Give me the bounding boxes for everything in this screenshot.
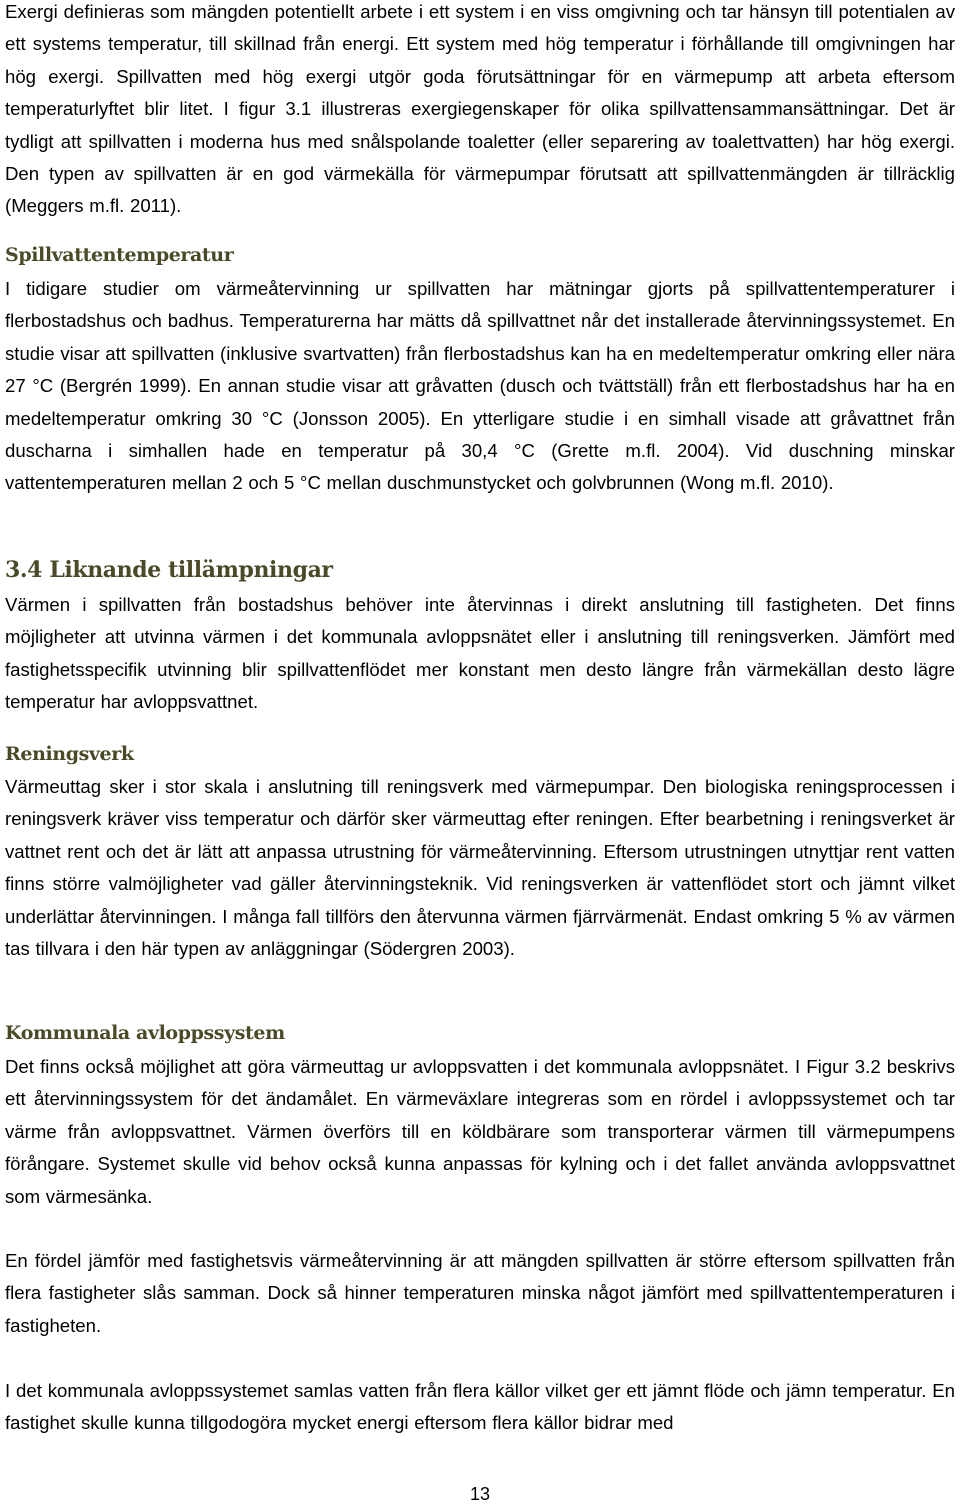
paragraph-kommunala-flode: I det kommunala avloppssystemet samlas vatten från flera källor vilket ger ett jämnt flöde och jämn temperatur. En fastighet skulle kunna tillgodogöra mycket energi eftersom flera källor bidrar med (5, 1380, 955, 1434)
paragraph-kommunala-avloppssystem: Det finns också möjlighet att göra värmeuttag ur avloppsvatten i det kommunala avloppsnätet. I Figur 3.2 beskrivs ett återvinningssystem för det ändamålet. En värmeväxlare integreras som en rördel i avloppssystemet och tar värme från avloppsvattnet. Värmen överförs till en köldbärare som transporterar värmen till värmepumpens förångare. Systemet skulle vid behov också kunna anpassas för kylning och i det fallet använda avloppsvattnet som värmesänka. (5, 1056, 955, 1207)
paragraph-reningsverk: Värmeuttag sker i stor skala i anslutning till reningsverk med värmepumpar. Den biologiska reningsprocessen i reningsverk kräver viss temperatur och därför sker värmeuttag efter reningen. Efter bearbetning i reningsverket är vattnet rent och det är lätt att anpassa utrustning för värmeåtervinning. Eftersom utrustningen utnyttjar rent vatten finns större valmöjligheter vad gäller återvinningsteknik. Vid reningsverken är vattenflödet stort och jämnt vilket underlättar återvinningen. I många fall tillförs den återvunna värmen fjärrvärmenät. Endast omkring 5 % av värmen tas tillvara i den här typen av anläggningar (Södergren 2003). (5, 776, 955, 960)
heading-kommunala-avloppssystem: Kommunala avloppssystem (5, 1022, 285, 1044)
paragraph-exergi: Exergi definieras som mängden potentiellt arbete i ett system i en viss omgivning och tar hänsyn till potentialen av ett systems temperatur, till skillnad från energi. Ett system med hög temperatur i förhållande till omgivningen har hög exergi. Spillvatten med hög exergi utgör goda förutsättningar för en värmepump att arbeta eftersom temperaturlyftet blir litet. I figur 3.1 illustreras exergiegenskaper för olika spillvattensammansättningar. Det är tydligt att spillvatten i moderna hus med snålspolande toaletter (eller separering av toalettvatten) har hög exergi. Den typen av spillvatten är en god värmekälla för värmepumpar förutsatt att spillvattenmängden är tillräcklig (Meggers m.fl. 2011). (5, 1, 955, 217)
page-number: 13 (469, 1484, 491, 1504)
heading-spillvattentemperatur: Spillvattentemperatur (5, 244, 234, 266)
paragraph-liknande-tillampningar: Värmen i spillvatten från bostadshus behöver inte återvinnas i direkt anslutning till fastigheten. Det finns möjligheter att utvinna värmen i det kommunala avloppsnätet eller i anslutning till reningsverken. Jämfört med fastighetsspecifik utvinning blir spillvattenflödet mer konstant men desto längre från värmekällan desto lägre temperatur har avloppsvattnet. (5, 594, 955, 713)
paragraph-spillvattentemperatur: I tidigare studier om värmeåtervinning ur spillvatten har mätningar gjorts på spillvattentemperaturer i flerbostadshus och badhus. Temperaturerna har mätts då spillvattnet når det installerade återvinningssystemet. En studie visar att spillvatten (inklusive svartvatten) från flerbostadshus kan ha en medeltemperatur omkring eller nära 27 °C (Bergrén 1999). En annan studie visar att gråvatten (dusch och tvättställ) från ett flerbostadshus har ha en medeltemperatur omkring 30 °C (Jonsson 2005). En ytterligare studie i en simhall visade att gråvattnet från duscharna i simhallen hade en temperatur på 30,4 °C (Grette m.fl. 2004). Vid duschning minskar vattentemperaturen mellan 2 och 5 °C mellan duschmunstycket och golvbrunnen (Wong m.fl. 2010). (5, 278, 955, 494)
heading-reningsverk: Reningsverk (5, 743, 134, 765)
heading-liknande-tillampningar: 3.4 Liknande tillämpningar (5, 557, 333, 583)
paragraph-fordel: En fördel jämför med fastighetsvis värmeåtervinning är att mängden spillvatten är större eftersom spillvatten från flera fastigheter slås samman. Dock så hinner temperaturen minska något jämfört med spillvattentemperaturen i fastigheten. (5, 1250, 955, 1336)
